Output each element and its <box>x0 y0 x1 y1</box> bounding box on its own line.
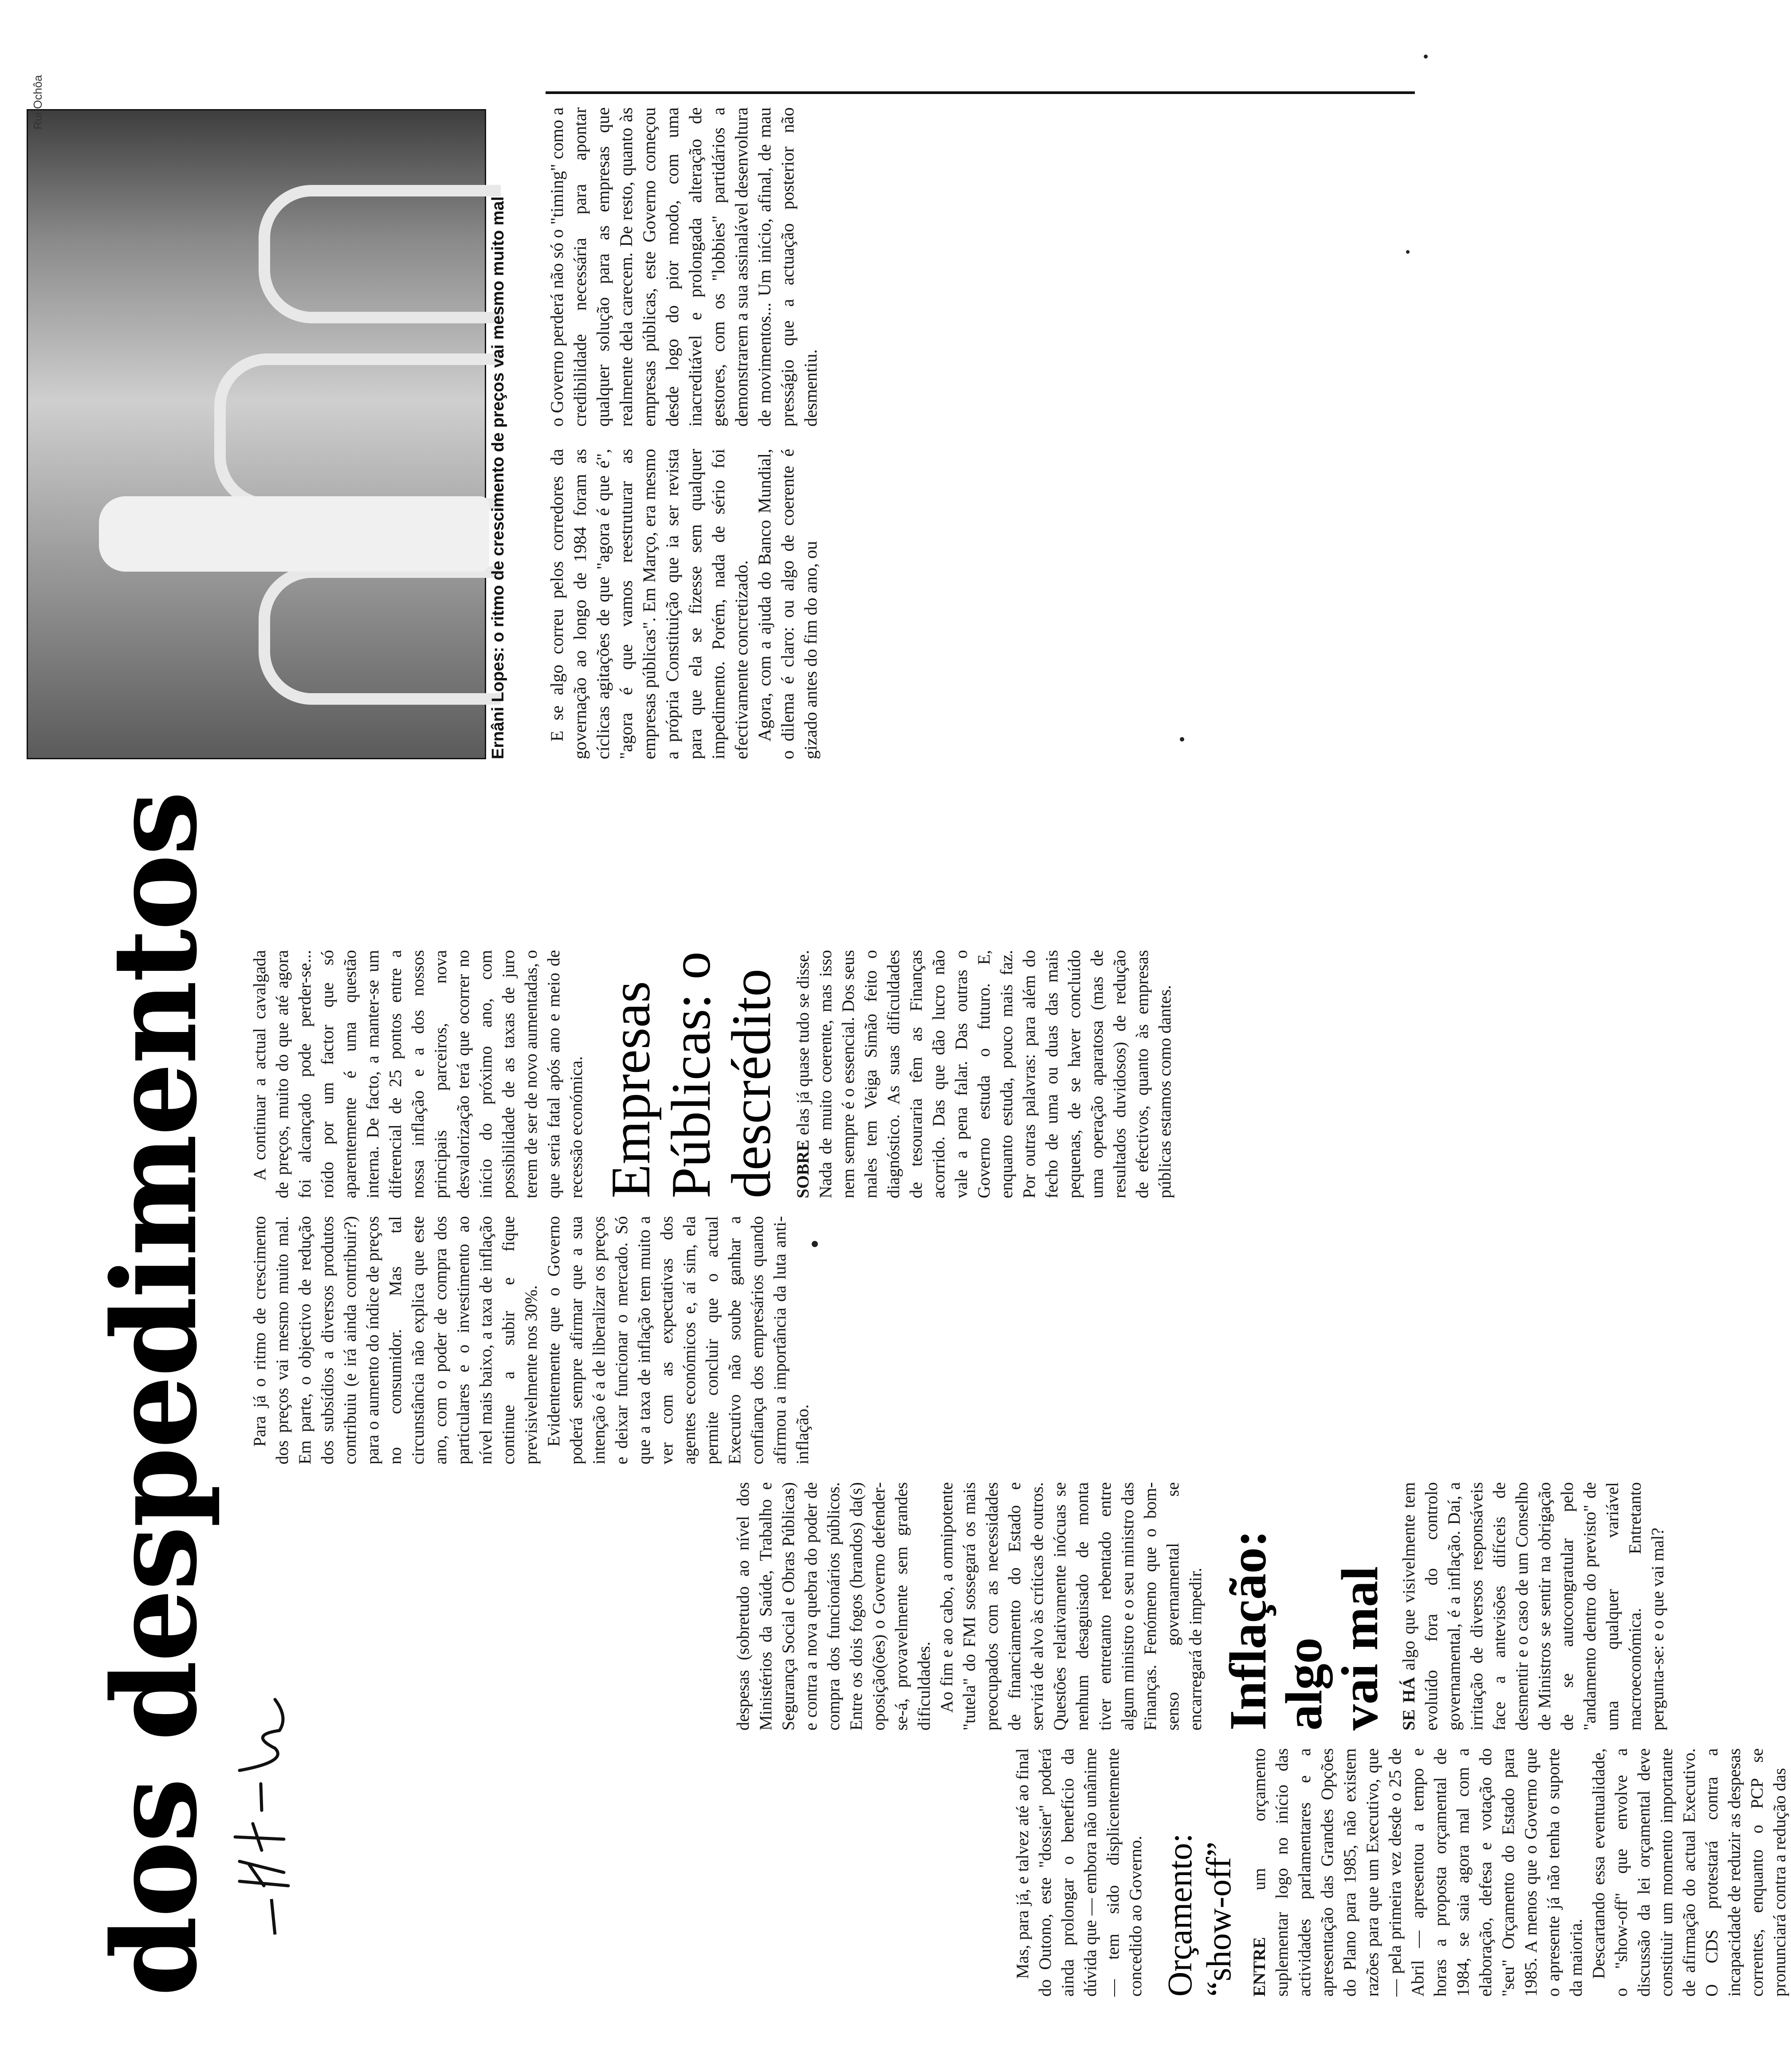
headline: dos despedimentos <box>87 793 223 1997</box>
section-1-paragraph-3: despesas (sobretudo ao nível dos Ministérios da Saúde, Trabalho e Segurança Social e Obras Públicas) e contra a nova quebra do poder de compra dos funcionários públicos. Entre os dois fogos (brandos) da(s) oposição(ões) o Governo defender-se-á, provavelmente sem grandes dificuldades. <box>734 1482 934 1731</box>
section-2-title-line-1: Inflação: <box>1219 1530 1277 1731</box>
column-3 <box>248 1216 814 1464</box>
scan-speck <box>1406 250 1410 254</box>
section-3-title <box>601 950 782 1198</box>
section-2-paragraph-3: Evidentemente que o Governo poderá sempre afirmar que a sua intenção é a de liberalizar os preços e deixar funcionar o mercado. Só que a taxa de inflação tem muito a ver com as expectativas dos agentes económicos e, aí sim, ela permite concluir que o actual Executivo não soube ganhar a confiança dos empresários quando afirmou a importância da luta anti-inflação. <box>544 1216 812 1464</box>
section-3-title-line-2: Públicas: o <box>660 951 722 1198</box>
section-3-title-line-1: Empresas <box>600 981 662 1198</box>
section-1-paragraph-4: Ao fim e ao cabo, a omnipotente "tutela" do FMI sossegará os mais preocupados com as necessidades de financiamento do Estado e servirá de alvo às críticas de outros. Questões relativamente inócuas se nenhum desaguisado de monta tiver entretanto rebentado entre algum ministro e o seu ministro das Finanças. Fenómeno que o bom-senso governamental se encarregará de impedir. <box>937 1482 1205 1731</box>
scan-speck <box>1180 737 1184 742</box>
column-6 <box>546 107 822 427</box>
section-3-paragraph-3: o Governo perderá não só o "timing" como a credibilidade necessária para apontar qualquer solução para as empresas que realmente dela carecem. De resto, quanto às empresas públicas, este Governo começou desde logo do pior modo, com uma inacreditável e prolongada alteração de gestores, com os "lobbies" partidários a demonstrarem a sua assinalável desenvoltura de movimentos... Um início, afinal, de mau presságio que a actuação posterior não desmentiu. <box>547 107 821 427</box>
section-1-title <box>1160 1748 1238 1997</box>
photo-chair-left <box>259 566 501 705</box>
section-3-paragraph-3a: Agora, com a ajuda do Banco Mundial, o dilema é claro: ou algo de coerente é gizado antes do fim do ano, ou <box>754 449 821 759</box>
intro-paragraph: Mas, para já, e talvez até ao final do Outono, este "dossier" poderá ainda prolongar o benefício da dúvida que — embora não unânime — tem sido displicentemente concedido ao Governo. <box>1013 1748 1145 1997</box>
column-divider <box>546 91 1415 94</box>
section-1-title-line-2: “show-off” <box>1199 1841 1238 1997</box>
photo-ernani-lopes <box>27 109 486 759</box>
section-2-paragraph-2: Para já o ritmo de crescimento dos preços vai mesmo muito mal. Em parte, o objectivo de redução dos subsídios a diversos produtos contribuiu (e irá ainda contribuir?) para o aumento do índice de preços no consumidor. Mas tal circunstância não explica que este ano, com o poder de compra dos particulares e o investimento ao nível mais baixo, a taxa de inflação continue a subir e fique previsivelmente nos 30%. <box>250 1216 541 1464</box>
photo-person <box>99 496 489 572</box>
section-3-title-line-3: descrédito <box>721 969 782 1198</box>
section-1-paragraph-1: ENTRE um orçamento suplementar logo no início das actividades parlamentares e a apresentação das Grandes Opções do Plano para 1985, não existem razões para que um Executivo, que — pela primeira vez desde o 25 de Abril — apresentou a tempo e horas a proposta orçamental de 1984, se saia agora mal com a elaboração, defesa e votação do "seu" Orçamento do Estado para 1985. A menos que o Governo que o apresente já não tenha o suporte da maioria. <box>1250 1748 1586 1997</box>
section-1-paragraph-2: Descartando essa eventualidade, o "show-off" que envolve a discussão da lei orçamental deve constituir um momento importante de afirmação do actual Executivo. O CDS protestará contra a incapacidade de reduzir as despesas correntes, enquanto o PCP se pronunciará contra a redução das <box>1589 1748 1789 1997</box>
section-2-paragraph-1: SE HÁ algo que visivelmente tem evoluído fora do controlo governamental, é a inflação. Daí, a irritação de diversos responsáveis face a antevisões difíceis de desmentir e o caso de um Conselho de Ministros se sentir na obrigação de se autocongratular pelo "andamento dentro do previsto" de uma qualquer variável macroeconómica. Entretanto pergunta-se: e o que vai mal? <box>1399 1482 1667 1731</box>
dropcap: SE HÁ <box>1399 1677 1418 1731</box>
section-2-title <box>1220 1482 1388 1731</box>
section-3-paragraph-2: E se algo correu pelos corredores da governação ao longo de 1984 foram as cíclicas agitações de que "agora é que é", "agora é que vamos reestruturar as empresas públicas". Em Março, era mesmo a própria Constituição que ia ser revista para que ela se fizesse sem qualquer impedimento. Porém, nada de sério foi efectivamente concretizado. <box>547 449 751 759</box>
column-4 <box>248 950 1176 1198</box>
section-2-paragraph-4: A continuar a actual cavalgada de preços, muito do que até agora foi alcançado pode perder-se... roído por um factor que só aparentemente é uma questão interna. De facto, a manter-se um diferencial de 25 pontos entre a nossa inflação e a dos nossos principais parceiros, nova desvalorização terá que ocorrer no início do próximo ano, com possibilidade de as taxas de juro terem de ser de novo aumentadas, o que seria fatal após ano e meio de recessão económica. <box>250 950 586 1198</box>
photo-chair-right <box>259 185 501 323</box>
column-5 <box>546 449 822 759</box>
photo-chair-center <box>214 353 501 510</box>
column-1 <box>1011 1748 1791 1997</box>
section-2-title-line-3: vai mal <box>1331 1566 1389 1731</box>
section-2-title-line-2: algo <box>1275 1637 1333 1731</box>
section-3-paragraph-1: SOBRE elas já quase tudo se disse. Nada de muito coerente, mas isso nem sempre é o essencial. Dos seus males tem Veiga Simão feito o diagnóstico. As suas dificuldades de tesouraria têm as Finanças acorrido. Das que dão lucro não vale a pena falar. Das outras o Governo estuda o futuro. E, enquanto estuda, pouco mais faz. Por outras palavras: para além do fecho de uma ou duas das mais pequenas, de se haver concluído uma operação aparatosa (mas de resultados duvidosos) de redução de efectivos, quanto às empresas públicas estamos como dantes. <box>793 950 1174 1198</box>
column-2 <box>732 1482 1669 1731</box>
dropcap: SOBRE <box>793 1139 813 1198</box>
dropcap: ENTRE <box>1250 1937 1269 1997</box>
scan-speck <box>1424 55 1428 59</box>
handwritten-note <box>222 1691 297 1939</box>
photo-credit: Rui Ochôa <box>31 75 44 130</box>
section-1-title-line-1: Orçamento: <box>1160 1833 1199 1997</box>
photo-caption: Ernâni Lopes: o ritmo de crescimento de preços vai mesmo muito mal <box>489 196 507 759</box>
